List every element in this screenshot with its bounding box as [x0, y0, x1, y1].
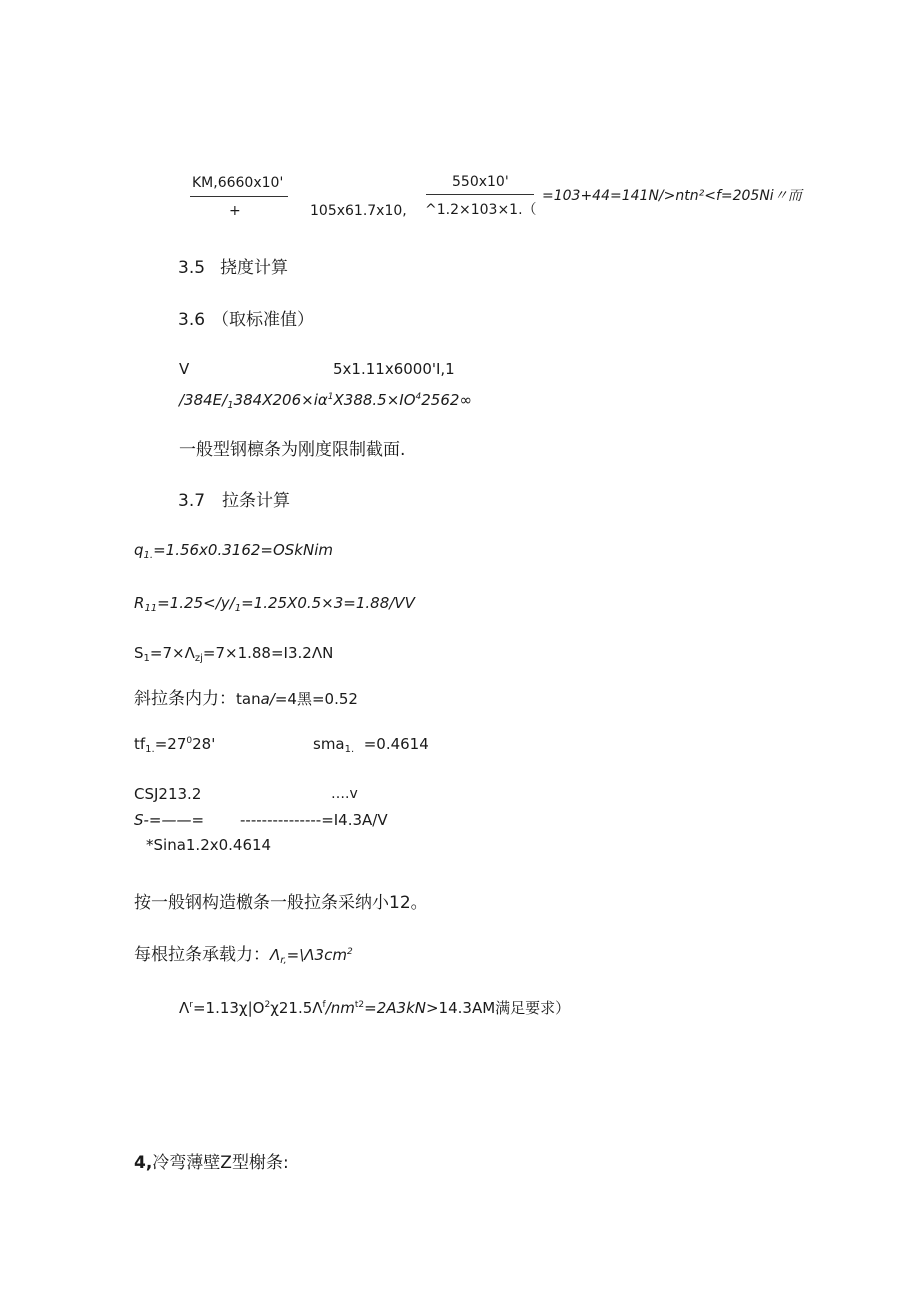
formula-denominator-1: 105x61.7x10,	[310, 203, 407, 219]
tan-equation: 斜拉条内力：tana/=4黑=0.52	[134, 689, 358, 709]
sine-equation: sma$_{1.}$ =0.4614	[313, 735, 429, 755]
deflection-denominator: $/384E/_1384X206\times i\alpha^1X388.5\times IO^42562\infty$	[179, 391, 472, 411]
section-4-heading: 4,冷弯薄壁Z型榭条:	[134, 1153, 289, 1173]
section-3-6-number: 3.6	[178, 310, 206, 330]
q-equation: $q_{1.}=1.56x0.3162=OSkNim$	[134, 541, 333, 561]
formula-numerator-1: KM,6660x10'	[192, 175, 284, 191]
fraction-bar-2	[426, 194, 534, 195]
section-3-7-title: 拉条计算	[222, 491, 290, 511]
csj-label: CSJ213.2	[134, 785, 202, 803]
deflection-numerator: 5x1.11x6000'I,1	[333, 360, 455, 378]
section-3-6-title: （取标准值）	[212, 310, 314, 330]
section-3-5-title: 挠度计算	[220, 258, 288, 278]
s-result-lhs: S-=——=	[134, 811, 205, 829]
capacity-line: 每根拉条承载力：$\Lambda_{r,}=\backslash\Lambda 3cm^2$	[134, 945, 353, 966]
angle-equation: $tf_{1.}=27^028'$	[134, 735, 216, 755]
formula-denominator-2: ^1.2×103×1.（	[425, 202, 537, 218]
deflection-v: V	[179, 360, 190, 378]
sina-denominator: *Sina1.2x0.4614	[146, 836, 272, 854]
capacity-check: $\Lambda^r=1.13\chi|O^2\chi 21.5\Lambda^f/nm^{t2}=2A3kN>14.3AM$满足要求）	[179, 999, 571, 1017]
formula-result: =103+44=141N/>ntn²<f=205Ni〃而	[542, 188, 802, 204]
section-3-7-number: 3.7	[178, 491, 206, 511]
rod-selection-note: 按一般钢构造檄条一般拉条采纳小12。	[134, 893, 428, 913]
fraction-bar-1	[190, 196, 288, 197]
formula-plus: +	[229, 203, 241, 219]
csj-dots: ….v	[331, 786, 358, 802]
rigidity-note: 一般型钢檩条为刚度限制截面.	[179, 440, 406, 460]
r-equation: $R_{11}=1.25</y/_1=1.25X0.5\times 3=1.88/VV$	[134, 594, 415, 614]
s-equation: $S_1=7\times\Lambda_{zj}=7\times 1.88=I3.2\Lambda N$	[134, 644, 334, 664]
s-result-rhs: ---------------=I4.3A/V	[240, 811, 388, 829]
section-3-5-number: 3.5	[178, 258, 206, 278]
formula-numerator-2: 550x10'	[452, 174, 509, 190]
